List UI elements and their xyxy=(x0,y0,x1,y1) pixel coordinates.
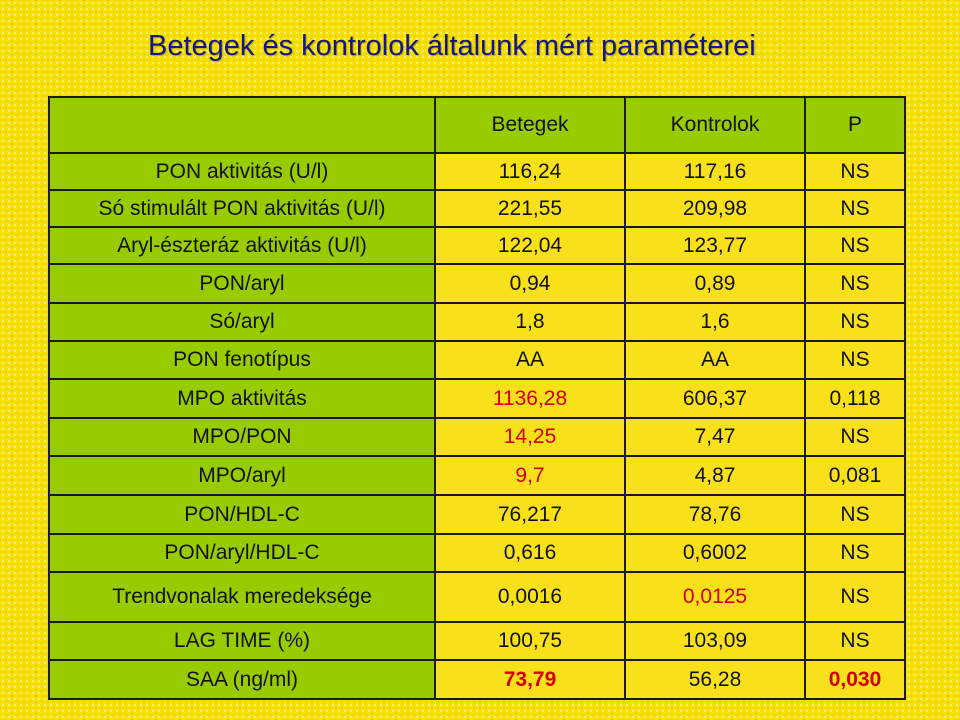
betegek-value: 0,616 xyxy=(435,534,625,572)
row-label: SAA (ng/ml) xyxy=(49,660,435,699)
betegek-value: 9,7 xyxy=(435,456,625,495)
kontrolok-value: 209,98 xyxy=(625,190,805,227)
kontrolok-value: 4,87 xyxy=(625,456,805,495)
p-value: NS xyxy=(805,495,905,534)
table-row xyxy=(49,622,905,660)
table-row xyxy=(49,190,905,227)
betegek-value: 116,24 xyxy=(435,153,625,190)
kontrolok-value: 0,89 xyxy=(625,264,805,303)
kontrolok-value: 123,77 xyxy=(625,227,805,264)
betegek-value: 0,0016 xyxy=(435,572,625,622)
p-value: 0,118 xyxy=(805,379,905,418)
table-row xyxy=(49,572,905,622)
kontrolok-value: 103,09 xyxy=(625,622,805,660)
p-value: NS xyxy=(805,303,905,341)
row-label: PON/HDL-C xyxy=(49,495,435,534)
kontrolok-value: AA xyxy=(625,341,805,379)
kontrolok-value: 0,6002 xyxy=(625,534,805,572)
row-label: PON/aryl/HDL-C xyxy=(49,534,435,572)
betegek-value: 100,75 xyxy=(435,622,625,660)
kontrolok-value: 1,6 xyxy=(625,303,805,341)
column-header-kontrolok: Kontrolok xyxy=(625,97,805,153)
p-value: NS xyxy=(805,264,905,303)
kontrolok-value: 606,37 xyxy=(625,379,805,418)
kontrolok-value: 117,16 xyxy=(625,153,805,190)
kontrolok-value: 0,0125 xyxy=(625,572,805,622)
p-value: NS xyxy=(805,622,905,660)
row-label: PON aktivitás (U/l) xyxy=(49,153,435,190)
row-label: PON fenotípus xyxy=(49,341,435,379)
table-row xyxy=(49,379,905,418)
kontrolok-value: 7,47 xyxy=(625,418,805,456)
table-row xyxy=(49,495,905,534)
betegek-value: 76,217 xyxy=(435,495,625,534)
header-corner-cell xyxy=(49,97,435,153)
table-row xyxy=(49,341,905,379)
row-label: Trendvonalak meredeksége xyxy=(49,572,435,622)
table-row xyxy=(49,456,905,495)
column-header-p: P xyxy=(805,97,905,153)
p-value: 0,030 xyxy=(805,660,905,699)
kontrolok-value: 56,28 xyxy=(625,660,805,699)
betegek-value: 221,55 xyxy=(435,190,625,227)
row-label: MPO aktivitás xyxy=(49,379,435,418)
row-label: LAG TIME (%) xyxy=(49,622,435,660)
p-value: NS xyxy=(805,418,905,456)
p-value: NS xyxy=(805,341,905,379)
table-row xyxy=(49,418,905,456)
p-value: NS xyxy=(805,153,905,190)
betegek-value: 1136,28 xyxy=(435,379,625,418)
table-row xyxy=(49,303,905,341)
row-label: MPO/aryl xyxy=(49,456,435,495)
p-value: 0,081 xyxy=(805,456,905,495)
betegek-value: 122,04 xyxy=(435,227,625,264)
betegek-value: AA xyxy=(435,341,625,379)
p-value: NS xyxy=(805,190,905,227)
table-row xyxy=(49,534,905,572)
slide-title: Betegek és kontrolok általunk mért paraméterei xyxy=(148,30,756,62)
header-row xyxy=(49,97,905,153)
row-label: MPO/PON xyxy=(49,418,435,456)
betegek-value: 1,8 xyxy=(435,303,625,341)
p-value: NS xyxy=(805,534,905,572)
table-row xyxy=(49,227,905,264)
p-value: NS xyxy=(805,572,905,622)
row-label: PON/aryl xyxy=(49,264,435,303)
row-label: Aryl-észteráz aktivitás (U/l) xyxy=(49,227,435,264)
column-header-betegek: Betegek xyxy=(435,97,625,153)
table-row xyxy=(49,660,905,699)
table-row xyxy=(49,264,905,303)
row-label: Só/aryl xyxy=(49,303,435,341)
betegek-value: 73,79 xyxy=(435,660,625,699)
p-value: NS xyxy=(805,227,905,264)
betegek-value: 14,25 xyxy=(435,418,625,456)
betegek-value: 0,94 xyxy=(435,264,625,303)
kontrolok-value: 78,76 xyxy=(625,495,805,534)
row-label: Só stimulált PON aktivitás (U/l) xyxy=(49,190,435,227)
table-row xyxy=(49,153,905,190)
parameters-table xyxy=(48,96,906,700)
